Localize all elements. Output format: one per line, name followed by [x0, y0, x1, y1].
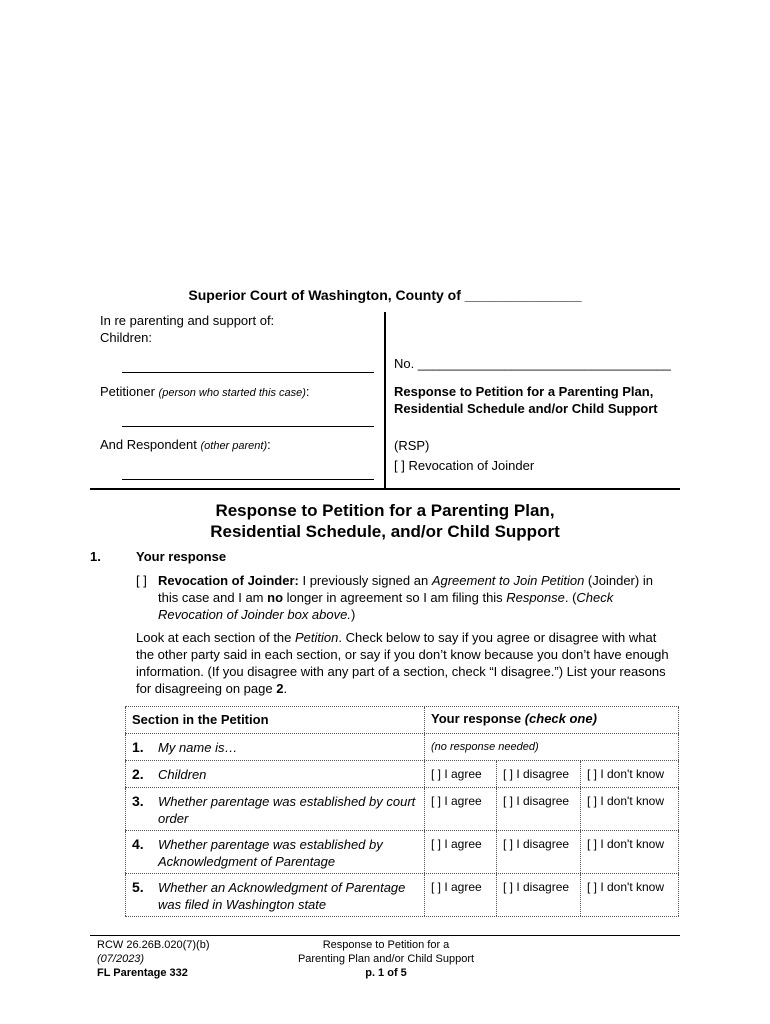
- instructions-text3: .: [283, 681, 288, 696]
- petitioner-label: Petitioner: [100, 384, 155, 399]
- respondent-signature-line[interactable]: [122, 479, 374, 480]
- disagree-option[interactable]: [ ] I disagree: [497, 788, 581, 830]
- revocation-text2: (Joinder) in this case and I am: [158, 573, 653, 605]
- row-number: 3.: [132, 793, 144, 809]
- dont-know-option[interactable]: [ ] I don't know: [587, 794, 664, 808]
- petitioner-colon: :: [305, 384, 310, 399]
- footer-form: FL Parentage 332: [97, 967, 188, 979]
- row-label: My name is…: [158, 740, 238, 755]
- children-signature-line[interactable]: [122, 372, 374, 373]
- revocation-checkbox[interactable]: [ ]: [136, 573, 147, 588]
- instructions-paragraph: [136, 629, 676, 697]
- table-row: [125, 874, 679, 917]
- petitioner-note: (person who started this case): [158, 387, 306, 399]
- main-title: [0, 500, 770, 542]
- header-response-note: (check one): [524, 711, 597, 726]
- table-row: [125, 734, 679, 761]
- footer-title1: Response to Petition for a: [322, 939, 450, 951]
- row-number: 5.: [132, 879, 144, 895]
- no-response-note: (no response needed): [425, 734, 679, 760]
- instructions-text1: Look at each section of the: [136, 630, 295, 645]
- children-label: Children:: [100, 330, 153, 345]
- revocation-text5: ): [350, 607, 356, 622]
- row-number: 1.: [132, 739, 144, 755]
- row-label: Children: [158, 767, 207, 782]
- revocation-paragraph: [136, 572, 676, 623]
- main-title-line2: Residential Schedule, and/or Child Support: [210, 522, 560, 541]
- table-row: [125, 788, 679, 831]
- revocation-text3: longer in agreement so I am filing this: [283, 590, 507, 605]
- header-response-label: Your response: [431, 711, 522, 726]
- instructions-text2: . Check below to say if you agree or disagree with what the other party said in each section, or say if you don’t know because you don’t have enough information. (If you disagree with any part of a section, check “I disagree.”) List your reasons for disagreeing on page: [136, 630, 669, 696]
- respondent-label: And Respondent: [100, 437, 197, 452]
- revocation-no: no: [267, 590, 284, 605]
- footer-center: [280, 938, 492, 980]
- caption-doc-code: (RSP): [394, 438, 430, 453]
- caption-doc-title: Response to Petition for a Parenting Plan, Residential Schedule and/or Child Support: [394, 384, 658, 416]
- table-row: [125, 831, 679, 874]
- section-heading: Your response: [136, 549, 227, 564]
- response-term: Response: [506, 590, 565, 605]
- footer-rule: [90, 935, 680, 936]
- disagree-option[interactable]: [ ] I disagree: [497, 874, 581, 916]
- agree-option[interactable]: [ ] I agree: [425, 874, 497, 916]
- row-label: Whether an Acknowledgment of Parentage was filed in Washington state: [158, 880, 406, 912]
- check-note: Check Revocation of Joinder box above.: [158, 590, 614, 622]
- main-title-line1: Response to Petition for a Parenting Plan,: [215, 501, 555, 520]
- dont-know-option[interactable]: [ ] I don't know: [587, 880, 664, 894]
- response-table: [125, 706, 679, 917]
- table-header: [125, 707, 679, 734]
- row-number: 2.: [132, 766, 144, 782]
- revocation-label: Revocation of Joinder:: [158, 573, 299, 588]
- caption-divider: [384, 312, 386, 489]
- section-number: 1.: [90, 549, 101, 564]
- footer-title2: Parenting Plan and/or Child Support: [297, 953, 475, 965]
- agree-option[interactable]: [ ] I agree: [425, 788, 497, 830]
- court-heading: Superior Court of Washington, County of _______________: [188, 287, 582, 303]
- petitioner-line: [100, 383, 310, 402]
- revocation-text1: I previously signed an: [298, 573, 432, 588]
- disagree-option[interactable]: [ ] I disagree: [497, 761, 581, 787]
- caption-rule: [90, 488, 680, 490]
- petition-term: Petition: [295, 630, 339, 645]
- respondent-colon: :: [267, 437, 271, 452]
- caption-left: [100, 312, 382, 346]
- row-number: 4.: [132, 836, 144, 852]
- header-section: Section in the Petition: [125, 707, 425, 733]
- footer-rcw: RCW 26.26B.020(7)(b): [97, 939, 210, 951]
- revocation-text4: . (: [564, 590, 577, 605]
- row-label: Whether parentage was established by Acknowledgment of Parentage: [158, 837, 383, 869]
- in-re-label: In re parenting and support of:: [100, 313, 275, 328]
- footer-date: (07/2023): [97, 953, 145, 965]
- petitioner-signature-line[interactable]: [122, 426, 374, 427]
- dont-know-option[interactable]: [ ] I don't know: [587, 837, 664, 851]
- row-label: Whether parentage was established by court order: [158, 794, 416, 826]
- footer-page: p. 1 of 5: [365, 967, 407, 979]
- disagree-option[interactable]: [ ] I disagree: [497, 831, 581, 873]
- agreement-term: Agreement to Join Petition: [431, 573, 585, 588]
- header-response: [425, 707, 679, 733]
- dont-know-option[interactable]: [ ] I don't know: [587, 767, 664, 781]
- case-number[interactable]: No. ___________________________________: [394, 356, 671, 371]
- footer-left: [97, 938, 210, 980]
- respondent-note: (other parent): [200, 440, 268, 452]
- instructions-page: 2: [276, 681, 284, 696]
- table-row: [125, 761, 679, 788]
- agree-option[interactable]: [ ] I agree: [425, 831, 497, 873]
- agree-option[interactable]: [ ] I agree: [425, 761, 497, 787]
- revocation-checkbox-caption[interactable]: [ ] Revocation of Joinder: [394, 458, 535, 473]
- respondent-line: [100, 436, 271, 455]
